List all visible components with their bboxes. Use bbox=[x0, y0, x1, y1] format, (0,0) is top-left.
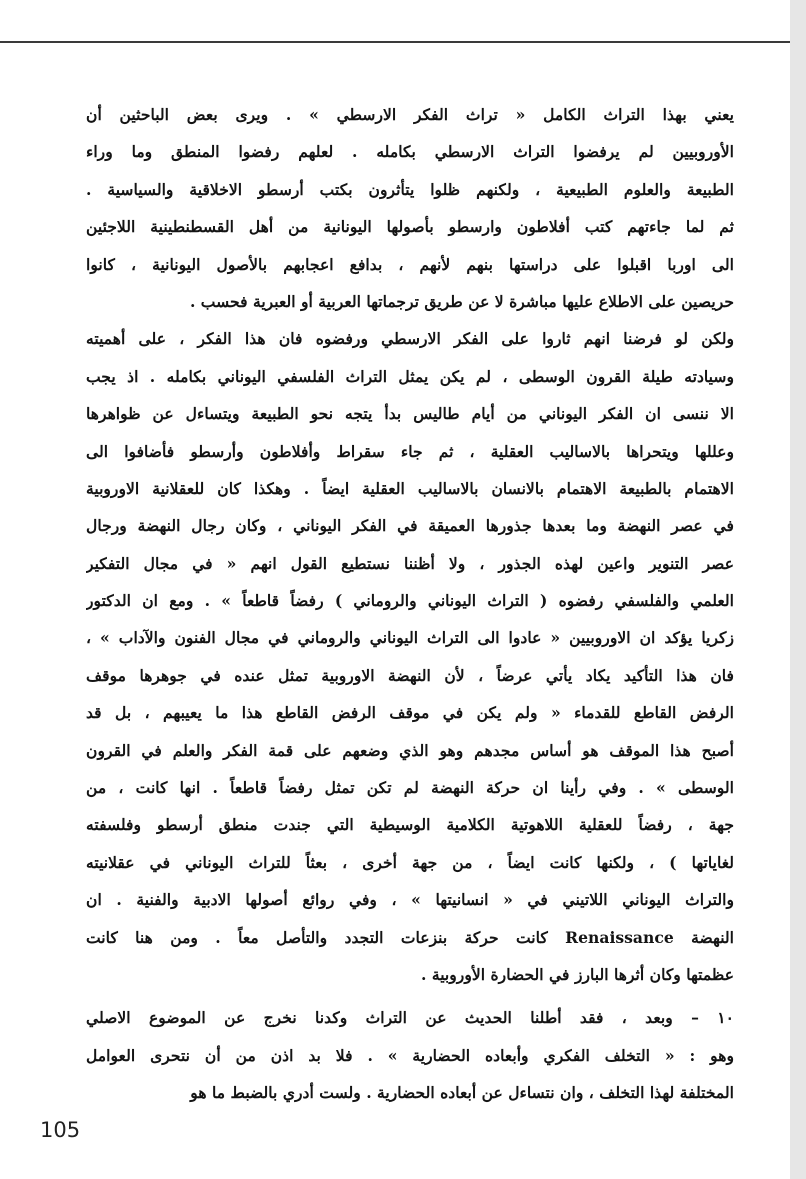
text-line: زكريا يؤكد ان الاوروبيين « عادوا الى التراث اليوناني والروماني في مجال الفنون والآداب » ، bbox=[86, 628, 734, 648]
text-line: عصر التنوير واعين لهذه الجذور ، ولا أظننا نستطيع القول انهم « في مجال التفكير bbox=[86, 553, 734, 573]
text-line: والتراث اليوناني اللاتيني في « انسانيتها » ، وفي روائع أصولها الادبية والفنية . ان bbox=[86, 890, 734, 910]
text-line: المختلفة لهذا التخلف ، وان نتساءل عن أبعاده الحضارية . ولست أدري بالضبط ما هو bbox=[190, 1083, 734, 1103]
text-line: ولكن لو فرضنا انهم ثاروا على الفكر الارسطي ورفضوه فان هذا الفكر ، على أهميته bbox=[86, 329, 734, 349]
text-line: الطبيعة والعلوم الطبيعية ، ولكنهم ظلوا يتأثرون بكتب أرسطو الاخلاقية والسياسية . bbox=[86, 179, 734, 199]
text-line: وهو : « التخلف الفكري وأبعاده الحضارية » . فلا بد اذن من أن نتحرى العوامل bbox=[86, 1045, 734, 1065]
paragraph bbox=[86, 320, 734, 993]
text-line: الرفض القاطع للقدماء « ولم يكن في موقف الرفض القاطع هذا ما يعيبهم ، بل قد bbox=[86, 703, 734, 723]
text-line: ١٠ – وبعد ، فقد أطلنا الحديث عن التراث وكدنا نخرج عن الموضوع الاصلي bbox=[86, 1008, 734, 1028]
text-line: وعللها ويتحراها بالاساليب العقلية ، ثم جاء سقراط وأفلاطون وأرسطو فأضافوا الى bbox=[86, 441, 734, 461]
text-line: جهة ، رفضاً للعقلية اللاهوتية الكلامية الوسيطية التي جندت منطق أرسطو وفلسفته bbox=[86, 815, 734, 835]
text-line: العلمي والفلسفي رفضوه ( التراث اليوناني والروماني ) رفضاً قاطعاً » . ومع ان الدكتور bbox=[86, 591, 734, 611]
text-line: الأوروبيين لم يرفضوا التراث الارسطي بكامله . لعلهم رفضوا المنطق وما وراء bbox=[86, 142, 734, 162]
text-line: الا ننسى ان الفكر اليوناني من أيام طاليس بدأ يتجه نحو الطبيعة ويتساءل عن ظواهرها bbox=[86, 404, 734, 424]
page-edge-strip bbox=[790, 0, 806, 1179]
text-line: الوسطى » . وفي رأينا ان حركة النهضة لم تكن تمثل رفضاً قاطعاً . انها كانت ، من bbox=[86, 778, 734, 798]
text-line: الى اوربا اقبلوا على دراستها بنهم لأنهم ، بدافع اعجابهم بالأصول اليونانية ، كانوا bbox=[86, 254, 734, 274]
text-line: النهضة Renaissance كانت حركة بنزعات التجدد والتأصل معاً . ومن هنا كانت bbox=[86, 927, 734, 947]
text-line: في عصر النهضة وما بعدها جذورها العميقة في الفكر اليوناني ، وكان رجال النهضة ورجال bbox=[86, 516, 734, 536]
text-line: أصبح هذا الموقف هو أساس مجدهم وهو الذي وضعهم على قمة الفكر والعلم في القرون bbox=[86, 740, 734, 760]
text-line: يعني بهذا التراث الكامل « تراث الفكر الارسطي » . ويرى بعض الباحثين أن bbox=[86, 105, 734, 124]
paragraph bbox=[86, 96, 734, 320]
text-line: حريصين على الاطلاع عليها مباشرة لا عن طريق ترجماتها العربية أو العبرية فحسب . bbox=[189, 291, 734, 311]
body-text bbox=[86, 96, 734, 1112]
text-line: لغاياتها ) ، ولكنها كانت ايضاً ، من جهة أخرى ، بعثاً للتراث اليوناني في عقلانيته bbox=[86, 852, 734, 872]
text-line: فان هذا التأكيد يكاد يأتي عرضاً ، لأن النهضة الاوروبية تمثل عنده في جوهرها موقف bbox=[86, 665, 734, 685]
page-number: 105 bbox=[40, 1118, 81, 1142]
text-line: عظمتها وكان أثرها البارز في الحضارة الأوروبية . bbox=[421, 964, 734, 984]
text-line: ثم لما جاءتهم كتب أفلاطون وارسطو بأصولها اليونانية من أهل القسطنطينية اللاجئين bbox=[86, 217, 734, 237]
paragraph bbox=[86, 999, 734, 1111]
text-line: الاهتمام بالطبيعة الاهتمام بالانسان بالاساليب العقلية ايضاً . وهكذا كان للعقلانية الاوروبية bbox=[86, 478, 734, 498]
header-rule bbox=[0, 41, 806, 43]
text-line: وسيادته طيلة القرون الوسطى ، لم يكن يمثل التراث الفلسفي اليوناني بكامله . اذ يجب bbox=[86, 366, 734, 386]
